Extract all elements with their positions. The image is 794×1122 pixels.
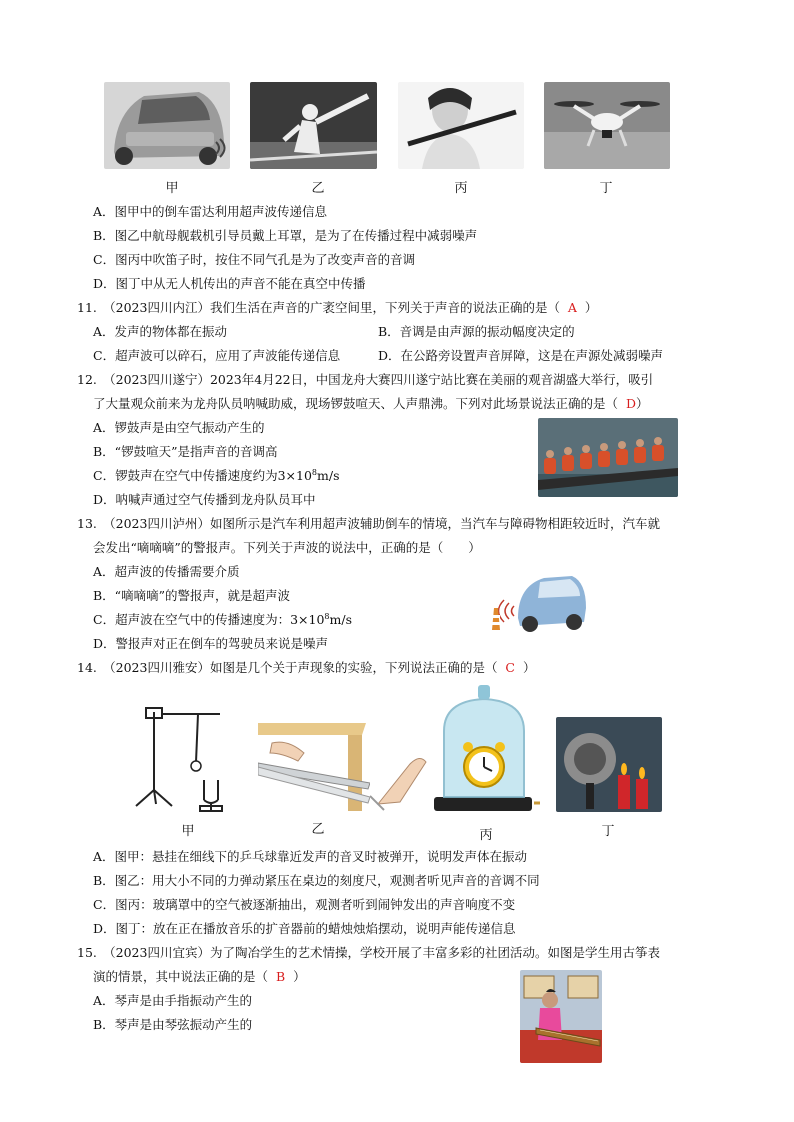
option-d: D．呐喊声通过空气传播到龙舟队员耳中 (93, 492, 316, 507)
question-15-stem-line1: 15. （2023四川宜宾）为了陶冶学生的艺术情操，学校开展了丰富多彩的社团活动。如图是学生用古筝表 (77, 945, 660, 960)
answer-mark: D (625, 396, 636, 411)
drone-photo (544, 82, 670, 169)
question-12-stem-line2: 了大量观众前来为龙舟队员呐喊助威，现场锣鼓喧天、人声鼎沸。下列对此场景说法正确的是（ D） (93, 396, 649, 411)
option-c: C．超声波在空气中的传播速度为：$3\times 10^8m/s$ (93, 612, 352, 627)
option-d: D．图丁：放在正在播放音乐的扩音器前的蜡烛烛焰摆动，说明声能传递信息 (93, 921, 516, 936)
question-11-stem: 11. （2023四川内江）我们生活在声音的广袤空间里，下列关于声音的说法正确的是（ A ） (77, 300, 598, 315)
reversing-car-illustration (488, 568, 588, 638)
option-b: B．音调是由声源的振动幅度决定的 (378, 324, 575, 339)
answer-mark: C (505, 660, 515, 675)
answer-mark: B (275, 969, 286, 984)
question-14-stem: 14. （2023四川雅安）如图是几个关于声现象的实验，下列说法正确的是（ C ） (77, 660, 536, 675)
option-d: D．警报声对正在倒车的驾驶员来说是噪声 (93, 636, 329, 651)
question-13-stem-line1: 13. （2023四川泸州）如图所示是汽车利用超声波辅助倒车的情境，当汽车与障碍物相距较近时，汽车就 (77, 516, 660, 531)
figure-caption-ding: 丁 (599, 181, 613, 196)
answer-mark: A (567, 300, 577, 315)
option-b: B．图乙中航母舰载机引导员戴上耳罩，是为了在传播过程中减弱噪声 (93, 228, 478, 243)
finger-pluck-illustration (370, 740, 430, 814)
figure-caption-bing: 丙 (454, 181, 468, 196)
option-b: B．“锣鼓喧天”是指声音的音调高 (93, 444, 278, 459)
question-15-stem-line2: 演的情景，其中说法正确的是（ B ） (93, 969, 306, 984)
figure-caption-jia: 甲 (181, 824, 195, 839)
flute-player-photo (398, 82, 524, 169)
option-b: B．“嘀嘀嘀”的警报声，就是超声波 (93, 588, 290, 603)
option-c: C．锣鼓声在空气中传播速度约为$3\times 10^8m/s$ (93, 468, 340, 483)
carrier-signalman-photo (250, 82, 377, 169)
option-a: A．图甲中的倒车雷达利用超声波传递信息 (93, 204, 328, 219)
car-radar-photo (104, 82, 230, 169)
tuning-fork-experiment (128, 700, 236, 812)
question-13-stem-line2: 会发出“嘀嘀嘀”的警报声。下列关于声波的说法中，正确的是（ ） (93, 540, 481, 555)
option-a: A．超声波的传播需要介质 (93, 564, 240, 579)
ruler-on-table-experiment (258, 723, 370, 811)
option-d: D．在公路旁设置声音屏障，这是在声源处减弱噪声 (378, 348, 664, 363)
figure-caption-jia: 甲 (165, 181, 179, 196)
option-c: C．图丙：玻璃罩中的空气被逐渐抽出，观测者听到闹钟发出的声音响度不变 (93, 897, 516, 912)
option-c: C．超声波可以碎石，应用了声波能传递信息 (93, 348, 341, 363)
figure-caption-yi: 乙 (311, 181, 325, 196)
option-c: C．图丙中吹笛子时，按住不同气孔是为了改变声音的音调 (93, 252, 416, 267)
option-a: A．琴声是由手指振动产生的 (93, 993, 253, 1008)
guzheng-performance-photo (520, 970, 602, 1063)
option-a: A．图甲：悬挂在细线下的乒乓球靠近发声的音叉时被弹开，说明发声体在振动 (93, 849, 528, 864)
speaker-candle-photo (556, 717, 662, 812)
option-b: B．琴声是由琴弦振动产生的 (93, 1017, 253, 1032)
option-d: D．图丁中从无人机传出的声音不能在真空中传播 (93, 276, 366, 291)
figure-caption-yi: 乙 (311, 822, 325, 837)
option-b: B．图乙：用大小不同的力弹动紧压在桌边的刻度尺，观测者听见声音的音调不同 (93, 873, 540, 888)
option-a: A．锣鼓声是由空气振动产生的 (93, 420, 265, 435)
bell-jar-experiment (430, 683, 540, 817)
option-a: A．发声的物体都在振动 (93, 324, 228, 339)
question-12-stem-line1: 12. （2023四川遂宁）2023年4月22日，中国龙舟大赛四川遂宁站比赛在美丽的观音湖盛大举行，吸引 (77, 372, 654, 387)
dragon-boat-photo (538, 418, 678, 497)
figure-caption-bing: 丙 (479, 828, 493, 843)
figure-caption-ding: 丁 (601, 824, 615, 839)
